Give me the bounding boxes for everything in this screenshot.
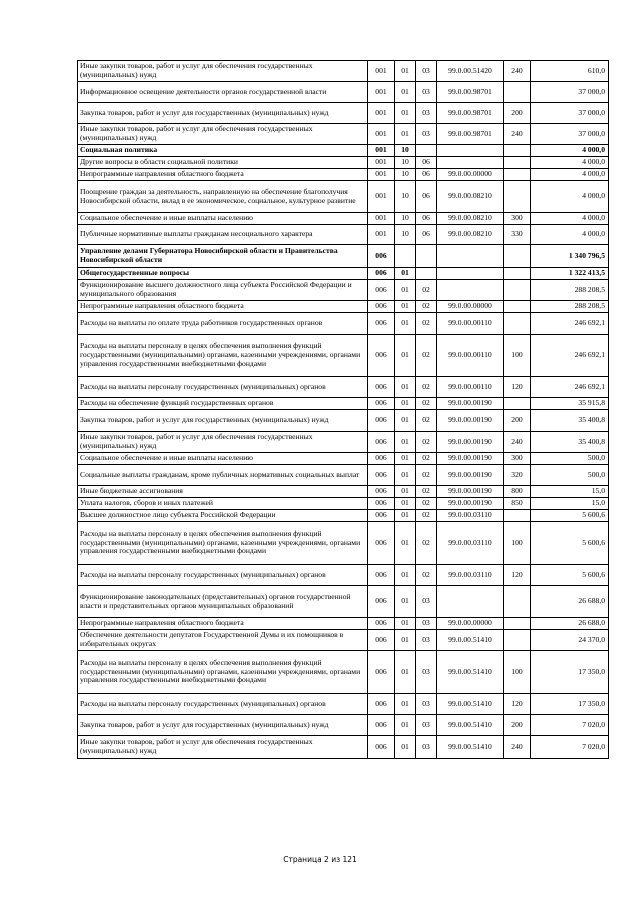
amount-cell: 4 000,0 <box>531 213 609 225</box>
expense-type-code-cell <box>504 181 531 213</box>
item-name-cell: Иные закупки товаров, работ и услуг для обеспечения государственных (муниципальных) нужд <box>78 61 368 82</box>
admin-code-cell: 006 <box>368 715 395 736</box>
section-code-cell: 01 <box>395 522 416 565</box>
budget-table <box>77 60 609 759</box>
amount-cell: 4 000,0 <box>531 225 609 245</box>
item-name-cell: Социальное обеспечение и иные выплаты населению <box>78 453 368 465</box>
section-code-cell: 01 <box>395 465 416 486</box>
admin-code-cell: 001 <box>368 181 395 213</box>
amount-cell: 15,0 <box>531 486 609 498</box>
item-name-cell: Уплата налогов, сборов и иных платежей <box>78 498 368 510</box>
target-article-code-cell: 99.0.00.51420 <box>437 61 504 82</box>
section-code-cell: 10 <box>395 157 416 169</box>
subsection-code-cell: 02 <box>416 280 437 301</box>
amount-cell: 500,0 <box>531 465 609 486</box>
item-name-cell: Расходы на выплаты персоналу в целях обеспечения выполнения функций государственными (муниципальными) органами, казенными учреждениями, органами управления государственными внебюджетными фондами <box>78 335 368 377</box>
section-code-cell: 01 <box>395 715 416 736</box>
table-row <box>78 651 609 694</box>
expense-type-code-cell <box>504 510 531 522</box>
expense-type-code-cell: 200 <box>504 103 531 124</box>
target-article-code-cell: 99.0.00.00190 <box>437 453 504 465</box>
amount-cell: 35 915,8 <box>531 398 609 410</box>
table-row <box>78 736 609 759</box>
expense-type-code-cell <box>504 245 531 268</box>
admin-code-cell: 006 <box>368 522 395 565</box>
section-code-cell: 01 <box>395 694 416 715</box>
expense-type-code-cell: 120 <box>504 377 531 398</box>
section-code-cell: 01 <box>395 453 416 465</box>
section-code-cell: 01 <box>395 510 416 522</box>
admin-code-cell: 006 <box>368 465 395 486</box>
amount-cell: 4 000,0 <box>531 181 609 213</box>
admin-code-cell: 006 <box>368 410 395 432</box>
section-code-cell: 01 <box>395 82 416 103</box>
amount-cell: 7 020,0 <box>531 736 609 759</box>
section-code-cell: 01 <box>395 124 416 145</box>
amount-cell: 35 400,8 <box>531 410 609 432</box>
target-article-code-cell: 99.0.00.00190 <box>437 398 504 410</box>
item-name-cell: Расходы на выплаты персоналу государственных (муниципальных) органов <box>78 377 368 398</box>
table-row <box>78 313 609 335</box>
section-code-cell: 01 <box>395 313 416 335</box>
target-article-code-cell: 99.0.00.98701 <box>437 103 504 124</box>
target-article-code-cell: 99.0.00.51410 <box>437 715 504 736</box>
target-article-code-cell: 99.0.00.00000 <box>437 618 504 630</box>
subsection-code-cell: 02 <box>416 398 437 410</box>
expense-type-code-cell: 240 <box>504 736 531 759</box>
admin-code-cell: 006 <box>368 398 395 410</box>
amount-cell: 37 000,0 <box>531 82 609 103</box>
target-article-code-cell <box>437 586 504 618</box>
subsection-code-cell: 02 <box>416 410 437 432</box>
subsection-code-cell: 03 <box>416 586 437 618</box>
amount-cell: 35 400,8 <box>531 432 609 453</box>
subsection-code-cell: 02 <box>416 335 437 377</box>
amount-cell: 5 600,6 <box>531 510 609 522</box>
subsection-code-cell: 03 <box>416 103 437 124</box>
subsection-code-cell: 06 <box>416 169 437 181</box>
target-article-code-cell: 99.0.00.03110 <box>437 565 504 586</box>
amount-cell: 17 350,0 <box>531 694 609 715</box>
subsection-code-cell: 03 <box>416 715 437 736</box>
table-row <box>78 377 609 398</box>
amount-cell: 5 600,6 <box>531 565 609 586</box>
target-article-code-cell: 99.0.00.00110 <box>437 377 504 398</box>
admin-code-cell: 006 <box>368 498 395 510</box>
table-row <box>78 586 609 618</box>
item-name-cell: Функционирование высшего должностного лица субъекта Российской Федерации и муниципального образования <box>78 280 368 301</box>
expense-type-code-cell <box>504 398 531 410</box>
admin-code-cell: 001 <box>368 124 395 145</box>
target-article-code-cell: 99.0.00.08210 <box>437 225 504 245</box>
admin-code-cell: 006 <box>368 630 395 651</box>
item-name-cell: Иные бюджетные ассигнования <box>78 486 368 498</box>
table-row <box>78 181 609 213</box>
item-name-cell: Расходы на выплаты персоналу в целях обеспечения выполнения функций государственными (муниципальными) органами, казенными учреждениями, органами управления государственными внебюджетными фондами <box>78 651 368 694</box>
target-article-code-cell: 99.0.00.08210 <box>437 181 504 213</box>
admin-code-cell: 006 <box>368 736 395 759</box>
item-name-cell: Расходы на выплаты персоналу государственных (муниципальных) органов <box>78 565 368 586</box>
subsection-code-cell: 03 <box>416 618 437 630</box>
expense-type-code-cell: 240 <box>504 124 531 145</box>
table-row <box>78 301 609 313</box>
item-name-cell: Информационное освещение деятельности органов государственной власти <box>78 82 368 103</box>
target-article-code-cell <box>437 245 504 268</box>
amount-cell: 37 000,0 <box>531 103 609 124</box>
admin-code-cell: 001 <box>368 225 395 245</box>
amount-cell: 1 340 796,5 <box>531 245 609 268</box>
table-row <box>78 61 609 82</box>
amount-cell: 288 208,5 <box>531 280 609 301</box>
section-code-cell: 01 <box>395 651 416 694</box>
expense-type-code-cell: 100 <box>504 651 531 694</box>
table-row <box>78 398 609 410</box>
target-article-code-cell: 99.0.00.03110 <box>437 522 504 565</box>
admin-code-cell: 001 <box>368 169 395 181</box>
target-article-code-cell: 99.0.00.51410 <box>437 736 504 759</box>
subsection-code-cell <box>416 145 437 157</box>
expense-type-code-cell <box>504 82 531 103</box>
admin-code-cell: 006 <box>368 301 395 313</box>
item-name-cell: Обеспечение деятельности депутатов Государственной Думы и их помощников в избирательных округах <box>78 630 368 651</box>
expense-type-code-cell: 200 <box>504 715 531 736</box>
item-name-cell: Социальные выплаты гражданам, кроме публичных нормативных социальных выплат <box>78 465 368 486</box>
item-name-cell: Закупка товаров, работ и услуг для государственных (муниципальных) нужд <box>78 715 368 736</box>
target-article-code-cell: 99.0.00.00190 <box>437 486 504 498</box>
admin-code-cell: 006 <box>368 245 395 268</box>
subsection-code-cell: 02 <box>416 313 437 335</box>
admin-code-cell: 006 <box>368 486 395 498</box>
table-row <box>78 410 609 432</box>
subsection-code-cell: 02 <box>416 486 437 498</box>
section-code-cell: 01 <box>395 335 416 377</box>
amount-cell: 4 000,0 <box>531 157 609 169</box>
admin-code-cell: 001 <box>368 145 395 157</box>
admin-code-cell: 001 <box>368 61 395 82</box>
subsection-code-cell: 02 <box>416 465 437 486</box>
target-article-code-cell <box>437 268 504 280</box>
table-row <box>78 213 609 225</box>
section-code-cell: 01 <box>395 736 416 759</box>
subsection-code-cell <box>416 268 437 280</box>
table-row <box>78 630 609 651</box>
admin-code-cell: 001 <box>368 157 395 169</box>
amount-cell: 500,0 <box>531 453 609 465</box>
target-article-code-cell: 99.0.00.08210 <box>437 213 504 225</box>
item-name-cell: Публичные нормативные выплаты гражданам несоциального характера <box>78 225 368 245</box>
amount-cell: 26 688,0 <box>531 586 609 618</box>
subsection-code-cell: 06 <box>416 225 437 245</box>
admin-code-cell: 001 <box>368 82 395 103</box>
item-name-cell: Закупка товаров, работ и услуг для государственных (муниципальных) нужд <box>78 103 368 124</box>
expense-type-code-cell: 800 <box>504 486 531 498</box>
admin-code-cell: 006 <box>368 432 395 453</box>
target-article-code-cell: 99.0.00.00110 <box>437 335 504 377</box>
page-number: Страница 2 из 121 <box>283 855 357 864</box>
table-row <box>78 432 609 453</box>
section-code-cell: 01 <box>395 498 416 510</box>
amount-cell: 17 350,0 <box>531 651 609 694</box>
table-row <box>78 145 609 157</box>
item-name-cell: Социальная политика <box>78 145 368 157</box>
subsection-code-cell: 03 <box>416 124 437 145</box>
table-row <box>78 522 609 565</box>
item-name-cell: Высшее должностное лицо субъекта Российской Федерации <box>78 510 368 522</box>
item-name-cell: Расходы на обеспечение функций государственных органов <box>78 398 368 410</box>
admin-code-cell: 006 <box>368 651 395 694</box>
subsection-code-cell: 03 <box>416 736 437 759</box>
target-article-code-cell <box>437 280 504 301</box>
table-row <box>78 465 609 486</box>
section-code-cell: 01 <box>395 268 416 280</box>
item-name-cell: Поощрение граждан за деятельность, направленную на обеспечение благополучия Новосибирской области, вклад в ее экономическое, социальное, культурное развитие <box>78 181 368 213</box>
expense-type-code-cell <box>504 280 531 301</box>
table-row <box>78 498 609 510</box>
table-row <box>78 486 609 498</box>
section-code-cell: 10 <box>395 225 416 245</box>
table-row <box>78 157 609 169</box>
amount-cell: 288 208,5 <box>531 301 609 313</box>
section-code-cell: 01 <box>395 280 416 301</box>
expense-type-code-cell <box>504 313 531 335</box>
item-name-cell: Социальное обеспечение и иные выплаты населению <box>78 213 368 225</box>
expense-type-code-cell: 100 <box>504 335 531 377</box>
amount-cell: 15,0 <box>531 498 609 510</box>
amount-cell: 246 692,1 <box>531 313 609 335</box>
expense-type-code-cell <box>504 169 531 181</box>
section-code-cell: 01 <box>395 61 416 82</box>
expense-type-code-cell: 120 <box>504 694 531 715</box>
section-code-cell: 01 <box>395 103 416 124</box>
admin-code-cell: 006 <box>368 268 395 280</box>
target-article-code-cell: 99.0.00.00110 <box>437 313 504 335</box>
item-name-cell: Непрограммные направления областного бюджета <box>78 618 368 630</box>
admin-code-cell: 006 <box>368 618 395 630</box>
subsection-code-cell: 06 <box>416 157 437 169</box>
table-row <box>78 694 609 715</box>
admin-code-cell: 006 <box>368 565 395 586</box>
target-article-code-cell: 99.0.00.51410 <box>437 651 504 694</box>
table-row <box>78 82 609 103</box>
item-name-cell: Иные закупки товаров, работ и услуг для обеспечения государственных (муниципальных) нужд <box>78 124 368 145</box>
expense-type-code-cell: 300 <box>504 213 531 225</box>
amount-cell: 610,0 <box>531 61 609 82</box>
item-name-cell: Расходы на выплаты по оплате труда работников государственных органов <box>78 313 368 335</box>
target-article-code-cell: 99.0.00.51410 <box>437 630 504 651</box>
expense-type-code-cell <box>504 618 531 630</box>
item-name-cell: Другие вопросы в области социальной политики <box>78 157 368 169</box>
item-name-cell: Управление делами Губернатора Новосибирской области и Правительства Новосибирской области <box>78 245 368 268</box>
expense-type-code-cell: 120 <box>504 565 531 586</box>
target-article-code-cell: 99.0.00.00190 <box>437 465 504 486</box>
item-name-cell: Расходы на выплаты персоналу в целях обеспечения выполнения функций государственными (муниципальными) органами, казенными учреждениями, органами управления государственными внебюджетными фондами <box>78 522 368 565</box>
admin-code-cell: 006 <box>368 586 395 618</box>
amount-cell: 246 692,1 <box>531 377 609 398</box>
target-article-code-cell: 99.0.00.51410 <box>437 694 504 715</box>
amount-cell: 5 600,6 <box>531 522 609 565</box>
section-code-cell: 01 <box>395 398 416 410</box>
table-row <box>78 565 609 586</box>
expense-type-code-cell <box>504 157 531 169</box>
table-row <box>78 124 609 145</box>
admin-code-cell: 006 <box>368 280 395 301</box>
section-code-cell: 01 <box>395 301 416 313</box>
section-code-cell: 01 <box>395 410 416 432</box>
subsection-code-cell: 02 <box>416 565 437 586</box>
expense-type-code-cell: 240 <box>504 61 531 82</box>
table-row <box>78 268 609 280</box>
table-row <box>78 169 609 181</box>
target-article-code-cell <box>437 145 504 157</box>
item-name-cell: Иные закупки товаров, работ и услуг для обеспечения государственных (муниципальных) нужд <box>78 736 368 759</box>
expense-type-code-cell <box>504 268 531 280</box>
expense-type-code-cell: 240 <box>504 432 531 453</box>
subsection-code-cell: 02 <box>416 377 437 398</box>
subsection-code-cell: 03 <box>416 82 437 103</box>
subsection-code-cell: 06 <box>416 213 437 225</box>
section-code-cell: 01 <box>395 586 416 618</box>
subsection-code-cell <box>416 245 437 268</box>
table-row <box>78 335 609 377</box>
amount-cell: 1 322 413,5 <box>531 268 609 280</box>
table-row <box>78 510 609 522</box>
section-code-cell: 10 <box>395 145 416 157</box>
expense-type-code-cell <box>504 301 531 313</box>
amount-cell: 7 020,0 <box>531 715 609 736</box>
target-article-code-cell: 99.0.00.98701 <box>437 124 504 145</box>
table-row <box>78 453 609 465</box>
item-name-cell: Функционирование законодательных (представительных) органов государственной власти и представительных органов муниципальных образований <box>78 586 368 618</box>
expense-type-code-cell: 320 <box>504 465 531 486</box>
amount-cell: 24 370,0 <box>531 630 609 651</box>
subsection-code-cell: 02 <box>416 432 437 453</box>
section-code-cell: 01 <box>395 486 416 498</box>
item-name-cell: Расходы на выплаты персоналу государственных (муниципальных) органов <box>78 694 368 715</box>
admin-code-cell: 001 <box>368 213 395 225</box>
expense-type-code-cell <box>504 586 531 618</box>
target-article-code-cell: 99.0.00.00190 <box>437 432 504 453</box>
admin-code-cell: 006 <box>368 313 395 335</box>
target-article-code-cell: 99.0.00.00000 <box>437 169 504 181</box>
admin-code-cell: 006 <box>368 335 395 377</box>
section-code-cell: 01 <box>395 565 416 586</box>
table-row <box>78 225 609 245</box>
subsection-code-cell: 02 <box>416 453 437 465</box>
subsection-code-cell: 06 <box>416 181 437 213</box>
target-article-code-cell <box>437 157 504 169</box>
section-code-cell: 01 <box>395 432 416 453</box>
expense-type-code-cell: 200 <box>504 410 531 432</box>
admin-code-cell: 006 <box>368 510 395 522</box>
item-name-cell: Непрограммные направления областного бюджета <box>78 301 368 313</box>
section-code-cell: 10 <box>395 213 416 225</box>
subsection-code-cell: 02 <box>416 510 437 522</box>
subsection-code-cell: 02 <box>416 498 437 510</box>
target-article-code-cell: 99.0.00.00000 <box>437 301 504 313</box>
target-article-code-cell: 99.0.00.00190 <box>437 410 504 432</box>
subsection-code-cell: 03 <box>416 694 437 715</box>
section-code-cell: 01 <box>395 377 416 398</box>
expense-type-code-cell: 300 <box>504 453 531 465</box>
table-row <box>78 103 609 124</box>
section-code-cell: 10 <box>395 181 416 213</box>
item-name-cell: Непрограммные направления областного бюджета <box>78 169 368 181</box>
amount-cell: 4 000,0 <box>531 145 609 157</box>
target-article-code-cell: 99.0.00.98701 <box>437 82 504 103</box>
amount-cell: 37 000,0 <box>531 124 609 145</box>
table-body <box>78 61 609 759</box>
section-code-cell: 10 <box>395 169 416 181</box>
expense-type-code-cell: 100 <box>504 522 531 565</box>
target-article-code-cell: 99.0.00.00190 <box>437 498 504 510</box>
item-name-cell: Общегосударственные вопросы <box>78 268 368 280</box>
section-code-cell <box>395 245 416 268</box>
amount-cell: 246 692,1 <box>531 335 609 377</box>
amount-cell: 4 000,0 <box>531 169 609 181</box>
subsection-code-cell: 02 <box>416 301 437 313</box>
admin-code-cell: 001 <box>368 103 395 124</box>
subsection-code-cell: 03 <box>416 61 437 82</box>
target-article-code-cell: 99.0.00.03110 <box>437 510 504 522</box>
expense-type-code-cell: 850 <box>504 498 531 510</box>
expense-type-code-cell: 330 <box>504 225 531 245</box>
expense-type-code-cell <box>504 145 531 157</box>
admin-code-cell: 006 <box>368 453 395 465</box>
admin-code-cell: 006 <box>368 694 395 715</box>
table-row <box>78 280 609 301</box>
section-code-cell: 01 <box>395 630 416 651</box>
table-row <box>78 618 609 630</box>
item-name-cell: Закупка товаров, работ и услуг для государственных (муниципальных) нужд <box>78 410 368 432</box>
expense-type-code-cell <box>504 630 531 651</box>
subsection-code-cell: 02 <box>416 522 437 565</box>
amount-cell: 26 688,0 <box>531 618 609 630</box>
table-row <box>78 715 609 736</box>
table-row <box>78 245 609 268</box>
admin-code-cell: 006 <box>368 377 395 398</box>
subsection-code-cell: 03 <box>416 630 437 651</box>
section-code-cell: 01 <box>395 618 416 630</box>
item-name-cell: Иные закупки товаров, работ и услуг для обеспечения государственных (муниципальных) нужд <box>78 432 368 453</box>
subsection-code-cell: 03 <box>416 651 437 694</box>
